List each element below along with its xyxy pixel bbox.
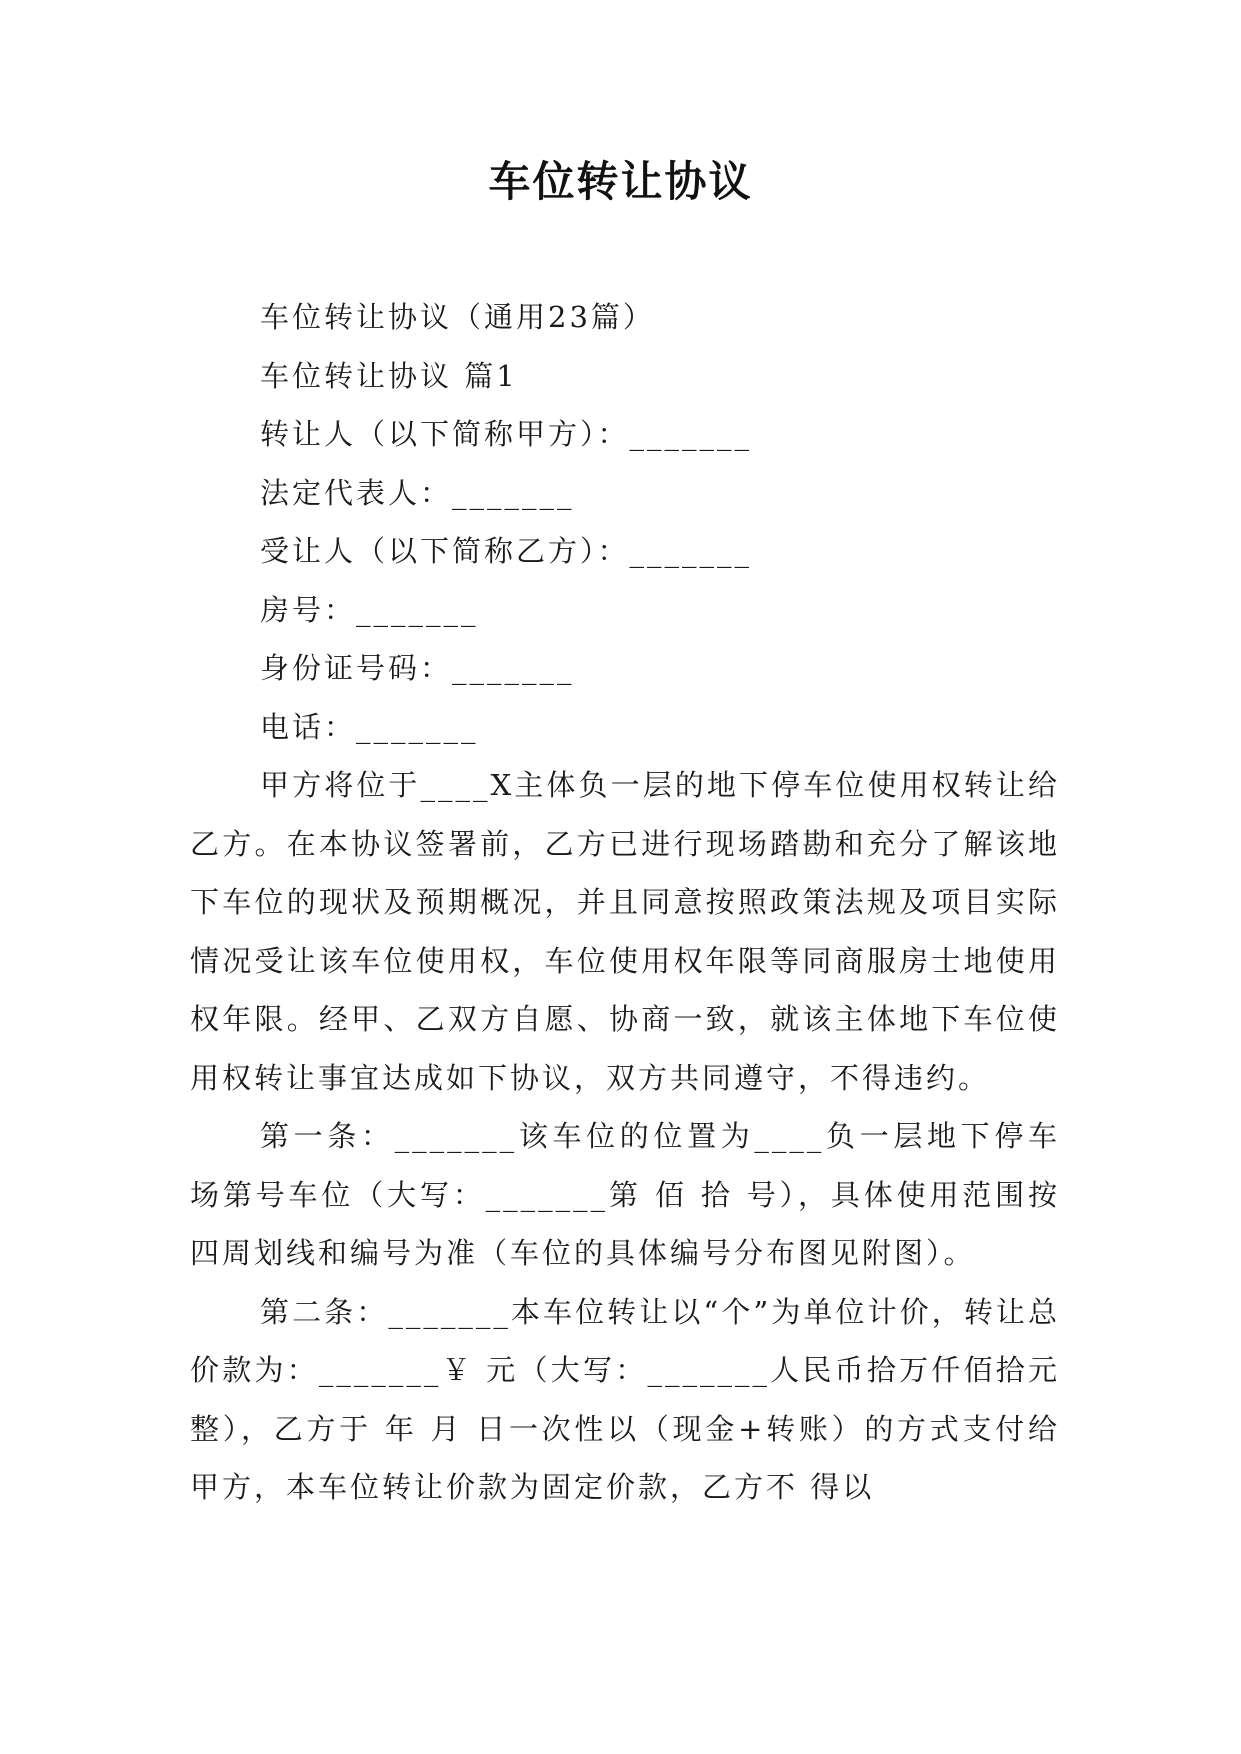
field-id-number: 身份证号码：_______ bbox=[260, 651, 575, 685]
field-legal-representative: 法定代表人：_______ bbox=[260, 475, 575, 510]
field-room-number: 房号：_______ bbox=[260, 592, 479, 627]
document-title: 车位转让协议 bbox=[488, 157, 753, 206]
field-transferee: 受让人（以下简称乙方）：_______ bbox=[260, 534, 753, 568]
paragraph-article-2: 第二条：_______本车位转让以“个”为单位计价，转让总价款为：_______￥ 元（大写：_______人民币拾万仟佰拾元整），乙方于 年 月 日一次性以（现金+转账）的方式支付给甲方，本车位转让价款为固定价款，乙方不 得以 bbox=[190, 1294, 1060, 1504]
paragraph-preamble: 甲方将位于____X主体负一层的地下停车位使用权转让给乙方。在本协议签署前，乙方已进行现场踏勘和充分了解该地下车位的现状及预期概况，并且同意按照政策法规及项目实际情况受让该车位使用权，车位使用权年限等同商服房士地使用权年限。经甲、乙双方自愿、协商一致，就该主体地下车位使用权转让事宜达成如下协议，双方共同遵守，不得违约。 bbox=[190, 768, 1060, 1095]
paragraph-section-title: 车位转让协议 篇1 bbox=[260, 358, 518, 393]
field-transferor: 转让人（以下简称甲方）：_______ bbox=[260, 417, 753, 451]
field-phone: 电话：_______ bbox=[260, 709, 479, 744]
paragraph-article-1: 第一条：_______该车位的位置为____负一层地下停车场第号车位（大写：_______第 佰 拾 号），具体使用范围按四周划线和编号为准（车位的具体编号分布图见附图）。 bbox=[190, 1119, 1060, 1270]
document-body bbox=[190, 288, 1060, 1517]
paragraph-heading: 车位转让协议（通用23篇） bbox=[260, 300, 655, 334]
